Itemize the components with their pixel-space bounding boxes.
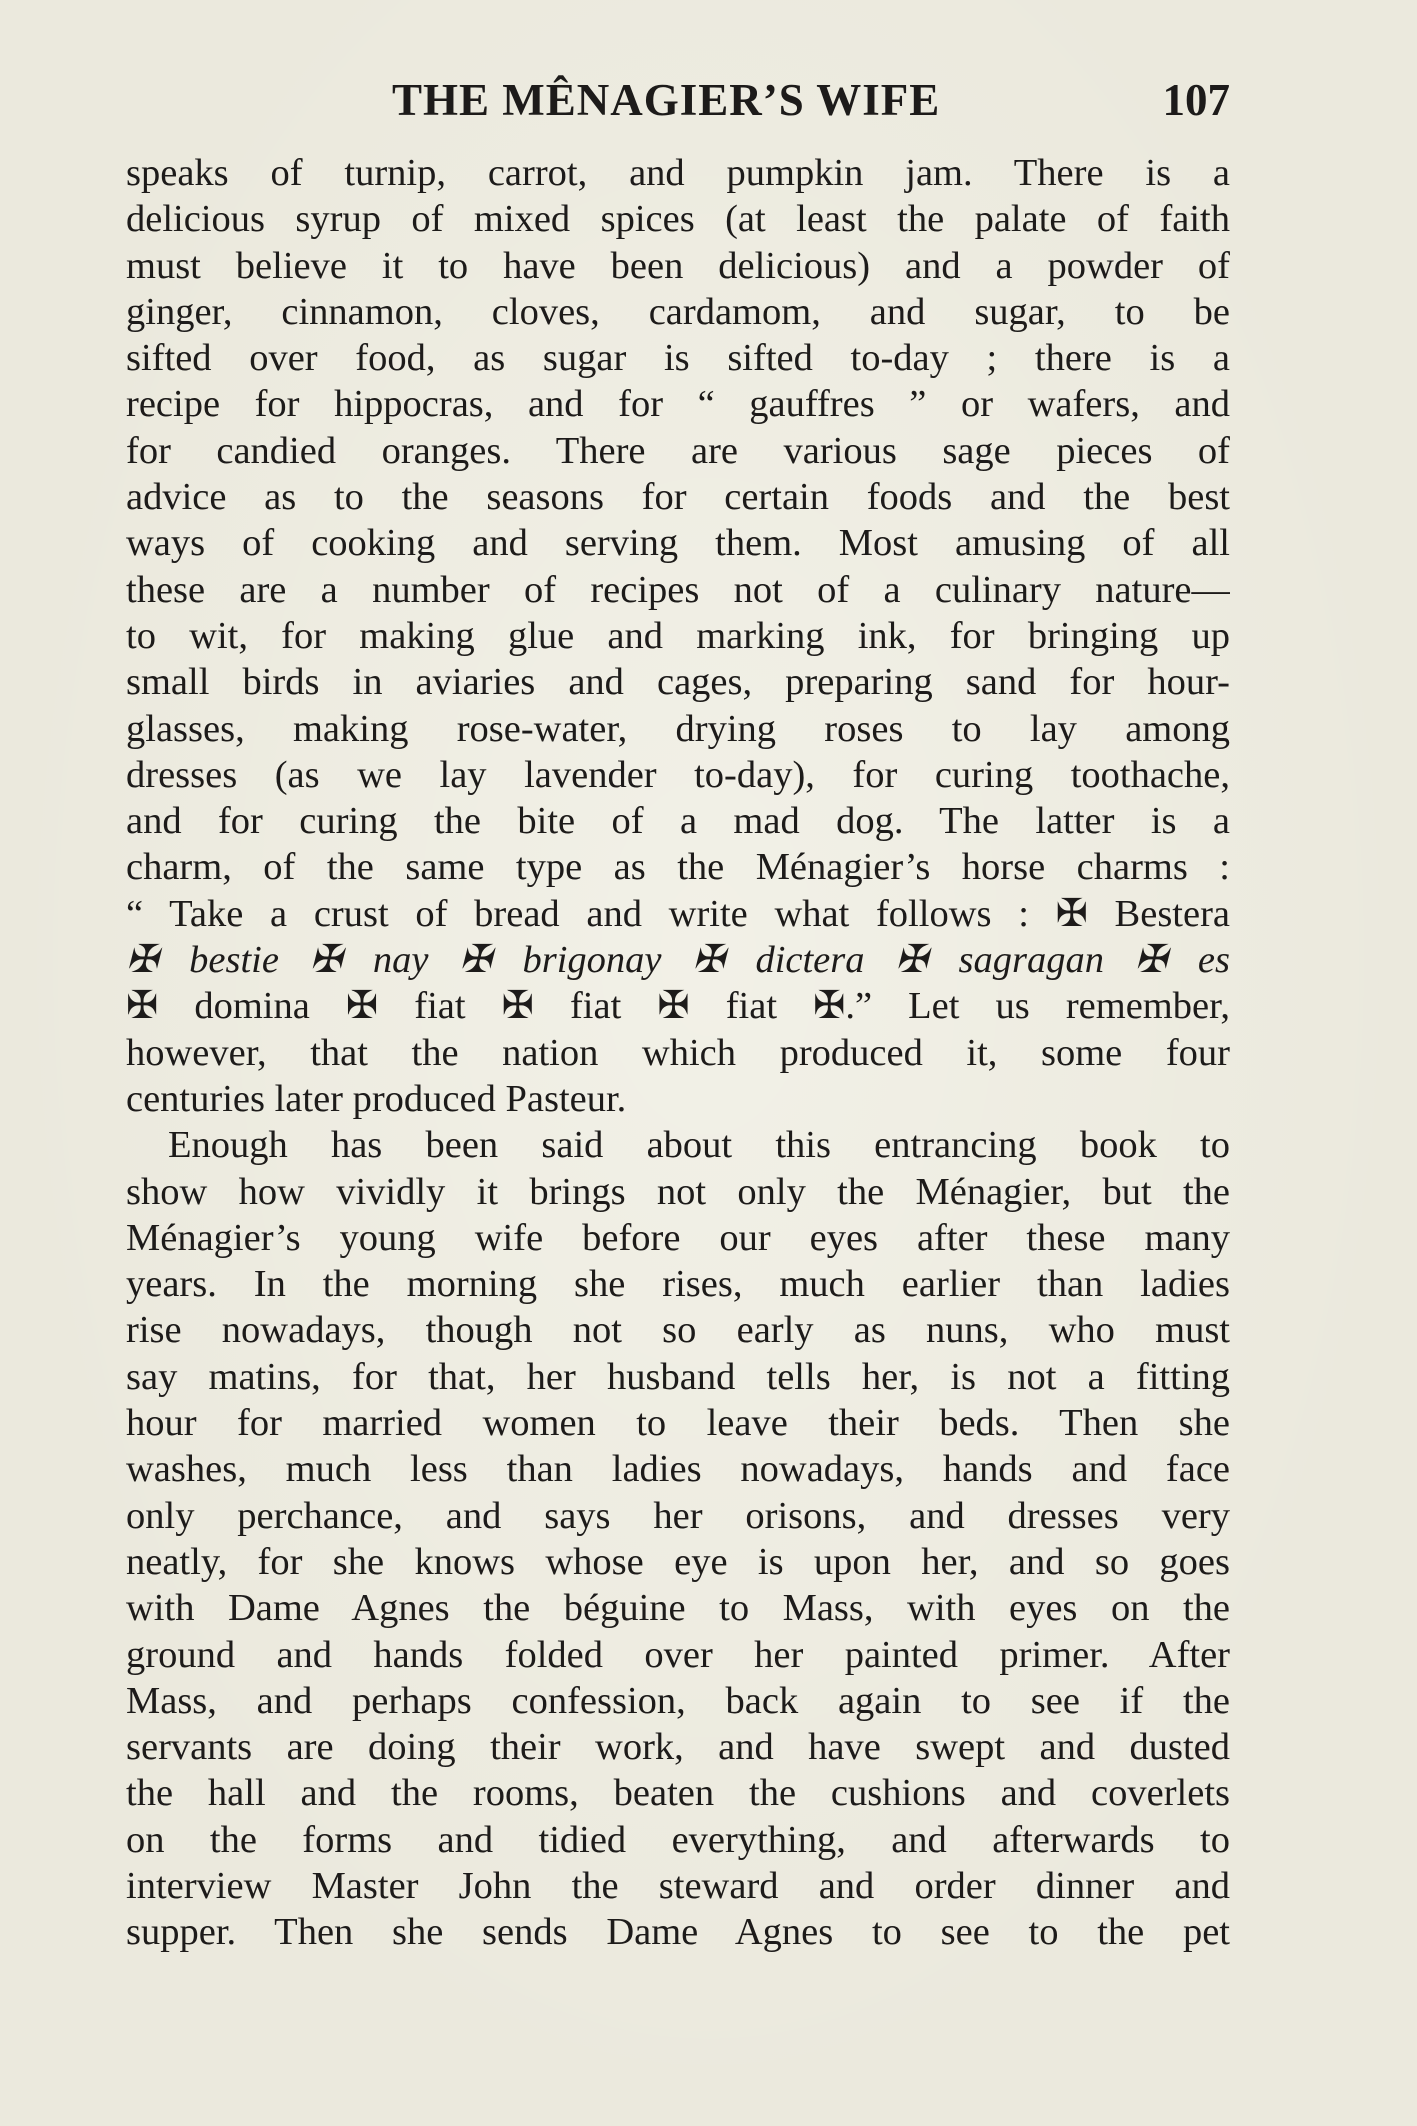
text-line: ways of cooking and serving them. Most amusing of all <box>126 522 1230 565</box>
text-line: show how vividly it brings not only the Ménagier, but the <box>126 1170 1230 1213</box>
text-line: on the forms and tidied everything, and afterwards to <box>126 1818 1230 1861</box>
paragraph-1 <box>126 150 1230 1122</box>
text-line: hour for married women to leave their beds. Then she <box>126 1402 1230 1445</box>
text-line: for candied oranges. There are various sage pieces of <box>126 429 1230 472</box>
text-line: speaks of turnip, carrot, and pumpkin jam. There is a <box>126 152 1230 194</box>
text-line: delicious syrup of mixed spices (at least the palate of faith <box>126 198 1230 241</box>
page-header <box>126 74 1230 134</box>
text-line: sifted over food, as sugar is sifted to-day ; there is a <box>126 337 1230 380</box>
charm-text-line: “ Take a crust of bread and write what follows : ✠ Bestera <box>126 892 1230 935</box>
text-line: advice as to the seasons for certain foods and the best <box>126 476 1230 519</box>
text-line: recipe for hippocras, and for “ gauffres ” or wafers, and <box>126 383 1230 426</box>
text-line: only perchance, and says her orisons, and dresses very <box>126 1494 1230 1537</box>
text-line: to wit, for making glue and marking ink, for bringing up <box>126 614 1230 657</box>
body-text <box>126 150 1230 1956</box>
text-line: however, that the nation which produced it, some four <box>126 1031 1230 1074</box>
charm-text-line: ✠ bestie ✠ nay ✠ brigonay ✠ dictera ✠ sagragan ✠ es <box>126 939 1230 982</box>
text-line: washes, much less than ladies nowadays, hands and face <box>126 1448 1230 1491</box>
paragraph-2 <box>126 1122 1230 1955</box>
text-line: centuries later produced Pasteur. <box>126 1077 627 1120</box>
text-line: glasses, making rose-water, drying roses to lay among <box>126 707 1230 750</box>
text-line: rise nowadays, though not so early as nuns, who must <box>126 1309 1230 1352</box>
text-line: dresses (as we lay lavender to-day), for curing toothache, <box>126 753 1230 796</box>
text-line: small birds in aviaries and cages, preparing sand for hour- <box>126 661 1230 704</box>
text-line: Enough has been said about this entrancing book to <box>168 1124 1230 1167</box>
text-line: and for curing the bite of a mad dog. The latter is a <box>126 800 1230 843</box>
text-line: servants are doing their work, and have swept and dusted <box>126 1726 1230 1769</box>
text-line: neatly, for she knows whose eye is upon her, and so goes <box>126 1540 1230 1583</box>
text-line: ginger, cinnamon, cloves, cardamom, and sugar, to be <box>126 290 1230 333</box>
text-line: with Dame Agnes the béguine to Mass, with eyes on the <box>126 1587 1230 1630</box>
text-line: the hall and the rooms, beaten the cushions and coverlets <box>126 1772 1230 1815</box>
page-number: 107 <box>1162 75 1230 125</box>
text-line: interview Master John the steward and order dinner and <box>126 1864 1230 1907</box>
text-line: supper. Then she sends Dame Agnes to see to the pet <box>126 1911 1230 1954</box>
text-line: Mass, and perhaps confession, back again to see if the <box>126 1679 1230 1722</box>
text-line: say matins, for that, her husband tells her, is not a fitting <box>126 1355 1230 1398</box>
text-line: Ménagier’s young wife before our eyes after these many <box>126 1216 1230 1259</box>
text-line: must believe it to have been delicious) and a powder of <box>126 244 1230 287</box>
running-title: THE MÊNAGIER’S WIFE <box>392 75 941 125</box>
text-line: charm, of the same type as the Ménagier’s horse charms : <box>126 846 1230 889</box>
text-line: years. In the morning she rises, much earlier than ladies <box>126 1263 1230 1306</box>
text-line: ground and hands folded over her painted primer. After <box>126 1633 1230 1676</box>
charm-text-line: ✠ domina ✠ fiat ✠ fiat ✠ fiat ✠.” Let us remember, <box>126 985 1230 1028</box>
text-line: these are a number of recipes not of a culinary nature— <box>126 568 1230 611</box>
